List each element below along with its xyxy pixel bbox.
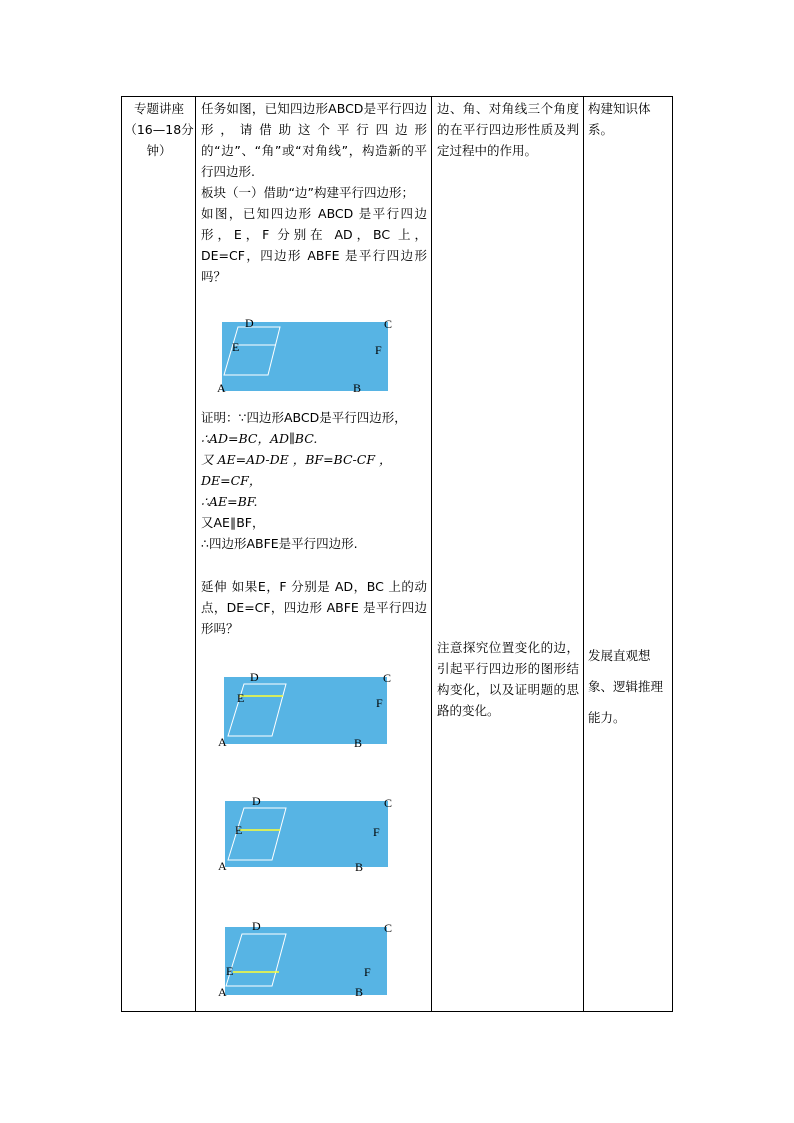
- parallelogram-figure: [216, 919, 396, 999]
- proof-line: ∴AD=BC，AD∥BC.: [201, 431, 318, 446]
- proof-line: ∴四边形ABFE是平行四边形.: [201, 536, 358, 551]
- label-c: C: [383, 671, 392, 685]
- stage-label: 专题讲座: [133, 101, 184, 116]
- label-a: A: [217, 381, 226, 395]
- label-e: E: [237, 691, 245, 705]
- extension-text: 延伸 如果E，F 分别是 AD，BC 上的动点，DE=CF，四边形 ABFE 是平行四边形吗？: [201, 579, 427, 636]
- proof-line: ∴AE=BF.: [201, 494, 258, 509]
- proof-line: 证明：∵四边形ABCD是平行四边形，: [201, 410, 407, 425]
- stage-time: （16—18分钟）: [124, 122, 194, 158]
- label-c: C: [384, 317, 393, 331]
- label-e: E: [226, 964, 234, 978]
- question-text: 如图，已知四边形 ABCD 是平行四边形，E，F 分别在 AD，BC 上，DE=CF，四边形 ABFE 是平行四边形吗？: [201, 206, 427, 284]
- label-a: A: [218, 859, 227, 873]
- label-c: C: [384, 796, 393, 810]
- label-f: F: [376, 696, 383, 710]
- label-c: C: [384, 921, 393, 935]
- activity-cell: [201, 98, 427, 287]
- proof-block: [201, 407, 427, 554]
- rectangle-shape: [222, 322, 388, 391]
- label-d: D: [250, 670, 259, 684]
- block-title: 板块（一）借助“边”构建平行四边形；: [201, 185, 414, 200]
- intent-main: 边、角、对角线三个角度的在平行四边形性质及判定过程中的作用。: [437, 101, 579, 158]
- proof-line: DE=CF，: [201, 473, 262, 488]
- proof-line: 又AE∥BF，: [201, 515, 265, 530]
- goal-main: 构建知识体系。: [588, 101, 651, 137]
- label-b: B: [355, 860, 364, 874]
- proof-line: 又 AE=AD-DE ，BF=BC-CF ，: [201, 452, 392, 467]
- label-d: D: [245, 316, 254, 330]
- rectangle-shape: [224, 677, 387, 744]
- label-e: E: [235, 823, 243, 837]
- label-f: F: [375, 343, 382, 357]
- parallelogram-figure: [216, 670, 396, 750]
- label-e: E: [232, 340, 240, 354]
- column-divider: [431, 96, 432, 1012]
- column-divider: [583, 96, 584, 1012]
- label-d: D: [252, 919, 261, 933]
- figure-svg: [216, 919, 396, 999]
- column-divider: [195, 96, 196, 1012]
- label-d: D: [252, 794, 261, 808]
- label-a: A: [218, 985, 227, 999]
- figure-svg: [214, 316, 394, 396]
- label-b: B: [355, 985, 364, 999]
- stage-cell: [123, 98, 195, 161]
- goal-note: 发展直观想象、逻辑推理能力。: [588, 648, 664, 725]
- task-text: 任务如图，已知四边形ABCD是平行四边形，请借助这个平行四边形的“边”、“角”或“对角线”，构造新的平行四边形.: [201, 101, 427, 179]
- figure-svg: [216, 670, 396, 750]
- parallelogram-figure: [216, 794, 396, 874]
- label-b: B: [353, 381, 362, 395]
- label-b: B: [354, 736, 363, 750]
- label-f: F: [373, 825, 380, 839]
- rectangle-shape: [225, 801, 388, 867]
- label-a: A: [218, 735, 227, 749]
- intent-note: 注意探究位置变化的边，引起平行四边形的图形结构变化，以及证明题的思路的变化。: [437, 640, 579, 718]
- label-f: F: [364, 965, 371, 979]
- parallelogram-figure: [214, 316, 394, 396]
- figure-svg: [216, 794, 396, 874]
